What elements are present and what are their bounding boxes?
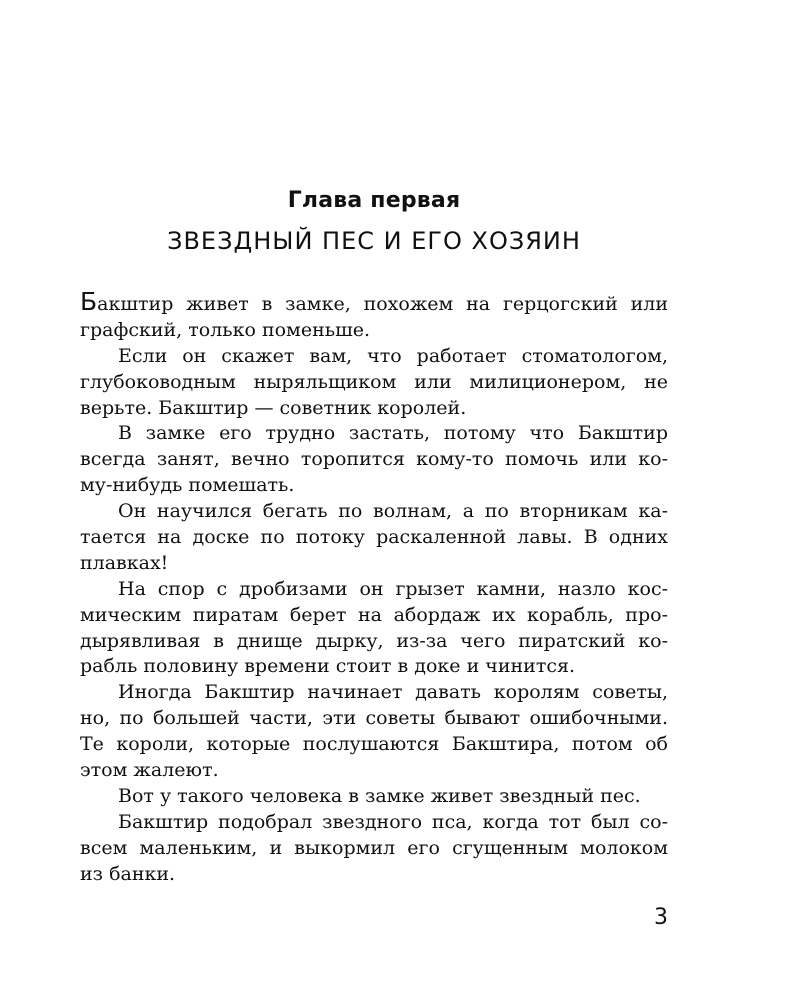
text-line: Бакштир живет в замке, похожем на герцогский или [80,287,668,316]
page-number: 3 [654,905,668,930]
text-line: верьте. Бакштир — советник королей. [80,396,467,419]
text-line: Иногда Бакштир начинает давать королям советы, [118,681,668,704]
text-line: из банки. [80,862,176,885]
text-line: Те короли, которые послушаются Бакштира, потом об [80,733,668,756]
text-line: графский, только поменьше. [80,318,371,341]
text-line: Если он скажет вам, что работает стоматологом, [118,344,668,367]
text-line: всем маленьким, и выкормил его сгущенным молоком [80,836,668,859]
text-line: Он научился бегать по волнам, а по вторникам ка- [118,500,668,523]
text-line: но, по большей части, эти советы бывают ошибочными. [80,707,668,730]
text-line: Бакштир подобрал звездного пса, когда тот был со- [118,810,668,833]
book-page [80,0,668,1000]
text-line: му-нибудь помешать. [80,474,295,497]
chapter-body [80,287,668,887]
text-line: Вот у такого человека в замке живет звездный пес. [118,784,641,807]
text-line: мическим пиратам берет на абордаж их корабль, про- [80,603,668,626]
text-line: рабль половину времени стоит в доке и чинится. [80,655,576,678]
text-line: глубоководным ныряльщиком или милиционером, не [80,370,668,393]
text-line: этом жалеют. [80,759,219,782]
text-line: тается на доске по потоку раскаленной лавы. В одних [80,526,668,549]
text-line: На спор с дробизами он грызет камни, назло кос- [118,577,668,600]
text-line: всегда занят, вечно торопится кому-то помочь или ко- [80,448,668,471]
chapter-label: Глава первая [287,188,461,213]
drop-cap: Б [80,287,98,316]
chapter-title: ЗВЕЗДНЫЙ ПЕС И ЕГО ХОЗЯИН [167,227,581,255]
text-line: плавках! [80,551,169,574]
text-line: дырявливая в днище дырку, из-за чего пиратский ко- [80,629,668,652]
text-line: В замке его трудно застать, потому что Бакштир [118,422,668,445]
